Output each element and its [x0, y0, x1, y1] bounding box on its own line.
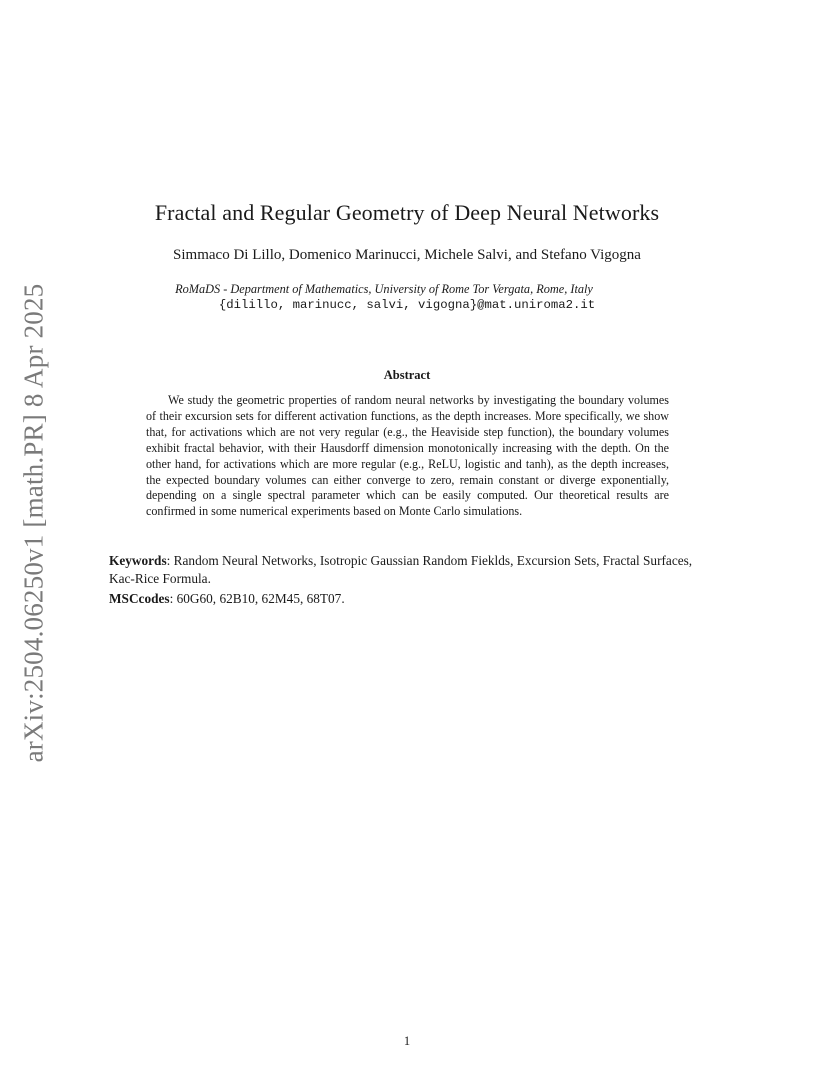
msc-codes-label: MSCcodes: [109, 591, 170, 606]
keywords-text: : Random Neural Networks, Isotropic Gaussian Random Fieklds, Excursion Sets, Fractal Surfaces, Kac-Rice Formula.: [109, 553, 693, 586]
abstract-heading: Abstract: [383, 368, 431, 382]
abstract-text-part-2: ), as the depth increases, the expected boundary volumes can either converge to zero, remain constant or diverge exponentially, depending on a single spectral parameter which can be easily computed. Our theoretical results are confirmed in some numerical experiments based on Monte Carlo simulations.: [146, 456, 669, 519]
msc-codes-line: [109, 590, 709, 608]
keywords-label: Keywords: [109, 553, 167, 568]
abstract-tanh-term: tanh: [525, 456, 547, 471]
keywords-line: [109, 552, 709, 588]
page-number: 1: [403, 1034, 411, 1048]
arxiv-identifier: arXiv:2504.06250v1 [math.PR] 8 Apr 2025: [18, 283, 49, 763]
affiliation: RoMaDS - Department of Mathematics, University of Rome Tor Vergata, Rome, Italy: [175, 282, 593, 296]
abstract-text-part-1: We study the geometric properties of random neural networks by investigating the boundary volumes of their excursion sets for different activation functions, as the depth increases. More specifically, we show that, for activations which are not very regular (e.g., the Heaviside step function), the boundary volumes exhibit fractal behavior, with their Hausdorff dimension monotonically increasing with the depth. On the other hand, for activations which are more regular (e.g., ReLU, logistic and: [146, 393, 669, 471]
msc-codes-text: : 60G60, 62B10, 62M45, 68T07.: [169, 591, 345, 606]
paper-title: Fractal and Regular Geometry of Deep Neural Networks: [154, 200, 660, 225]
author-list: Simmaco Di Lillo, Domenico Marinucci, Michele Salvi, and Stefano Vigogna: [173, 247, 641, 263]
arxiv-side-stamp: [14, 278, 54, 768]
abstract-body: [146, 393, 669, 520]
author-emails: {dilillo, marinucc, salvi, vigogna}@mat.uniroma2.it: [218, 298, 596, 312]
